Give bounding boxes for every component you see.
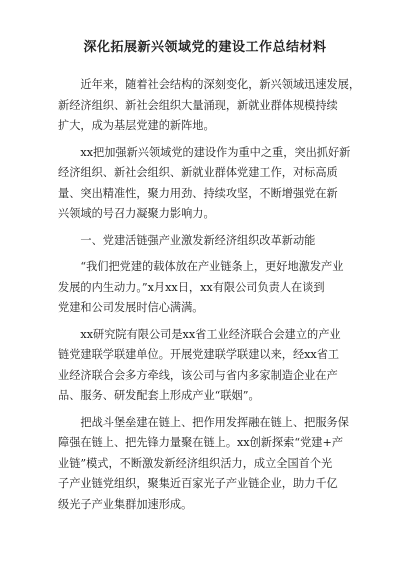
text-line: 把战斗堡垒建在链上、把作用发挥融在链上、把服务保 [80, 415, 349, 429]
document-title: 深化拓展新兴领域党的建设工作总结材料 [83, 40, 327, 55]
text-line: 级光子产业集群加速形成。 [58, 497, 193, 511]
text-line: 子产业链党组织，聚集近百家光子产业链企业，助力千亿 [58, 477, 338, 490]
text-line: 业经济联合会多方牵线，该公司与省内多家制造企业在产 [58, 368, 338, 382]
text-line: 业链”模式，不断激发新经济组织活力，成立全国首个光 [58, 456, 333, 470]
text-line: “我们把党建的载体放在产业链条上，更好地激发产业 [80, 260, 344, 273]
text-line: 经济组织、新社会组织、新就业群体党建工作，对标高质 [58, 166, 338, 179]
text-line: 党建和公司发展时信心满满。 [58, 301, 204, 314]
paragraph [58, 325, 352, 407]
text-line: 发展的内生动力。”x月xx日，xx有限公司负责人在谈到 [58, 280, 325, 294]
paragraph [58, 75, 361, 137]
text-line: 近年来，随着社会结构的深刻变化，新兴领域迅速发展， [80, 78, 361, 91]
text-line: 一、党建活链强产业激发新经济组织改革新动能 [80, 233, 316, 247]
text-line: 链党建联学联建单位。开展党建联学联建以来，经xx省工 [58, 348, 340, 361]
text-line: 兴领域的号召力凝聚力影响力。 [58, 207, 215, 220]
text-line: 品、服务、研发配套上形成产业“联姻”。 [58, 389, 260, 402]
text-line: 扩大，成为基层党建的新阵地。 [58, 119, 215, 132]
text-line: xx研究院有限公司是xx省工业经济联合会建立的产业 [80, 327, 341, 341]
text-line: 新经济组织、新社会组织大量涌现，新就业群体规模持续 [58, 98, 338, 112]
text-line: xx把加强新兴领域党的建设作为重中之重，突出抓好新 [80, 145, 351, 159]
section-heading [58, 231, 352, 252]
paragraph [58, 413, 352, 516]
paragraph [58, 143, 352, 225]
text-line: 障强在链上、把先锋力量聚在链上。xx创新探索“党建+产 [58, 436, 344, 449]
text-line: 量、突出精准性，聚力用劲、持续攻坚，不断增强党在新 [58, 186, 338, 200]
paragraph [58, 257, 352, 319]
document-body [58, 75, 361, 515]
